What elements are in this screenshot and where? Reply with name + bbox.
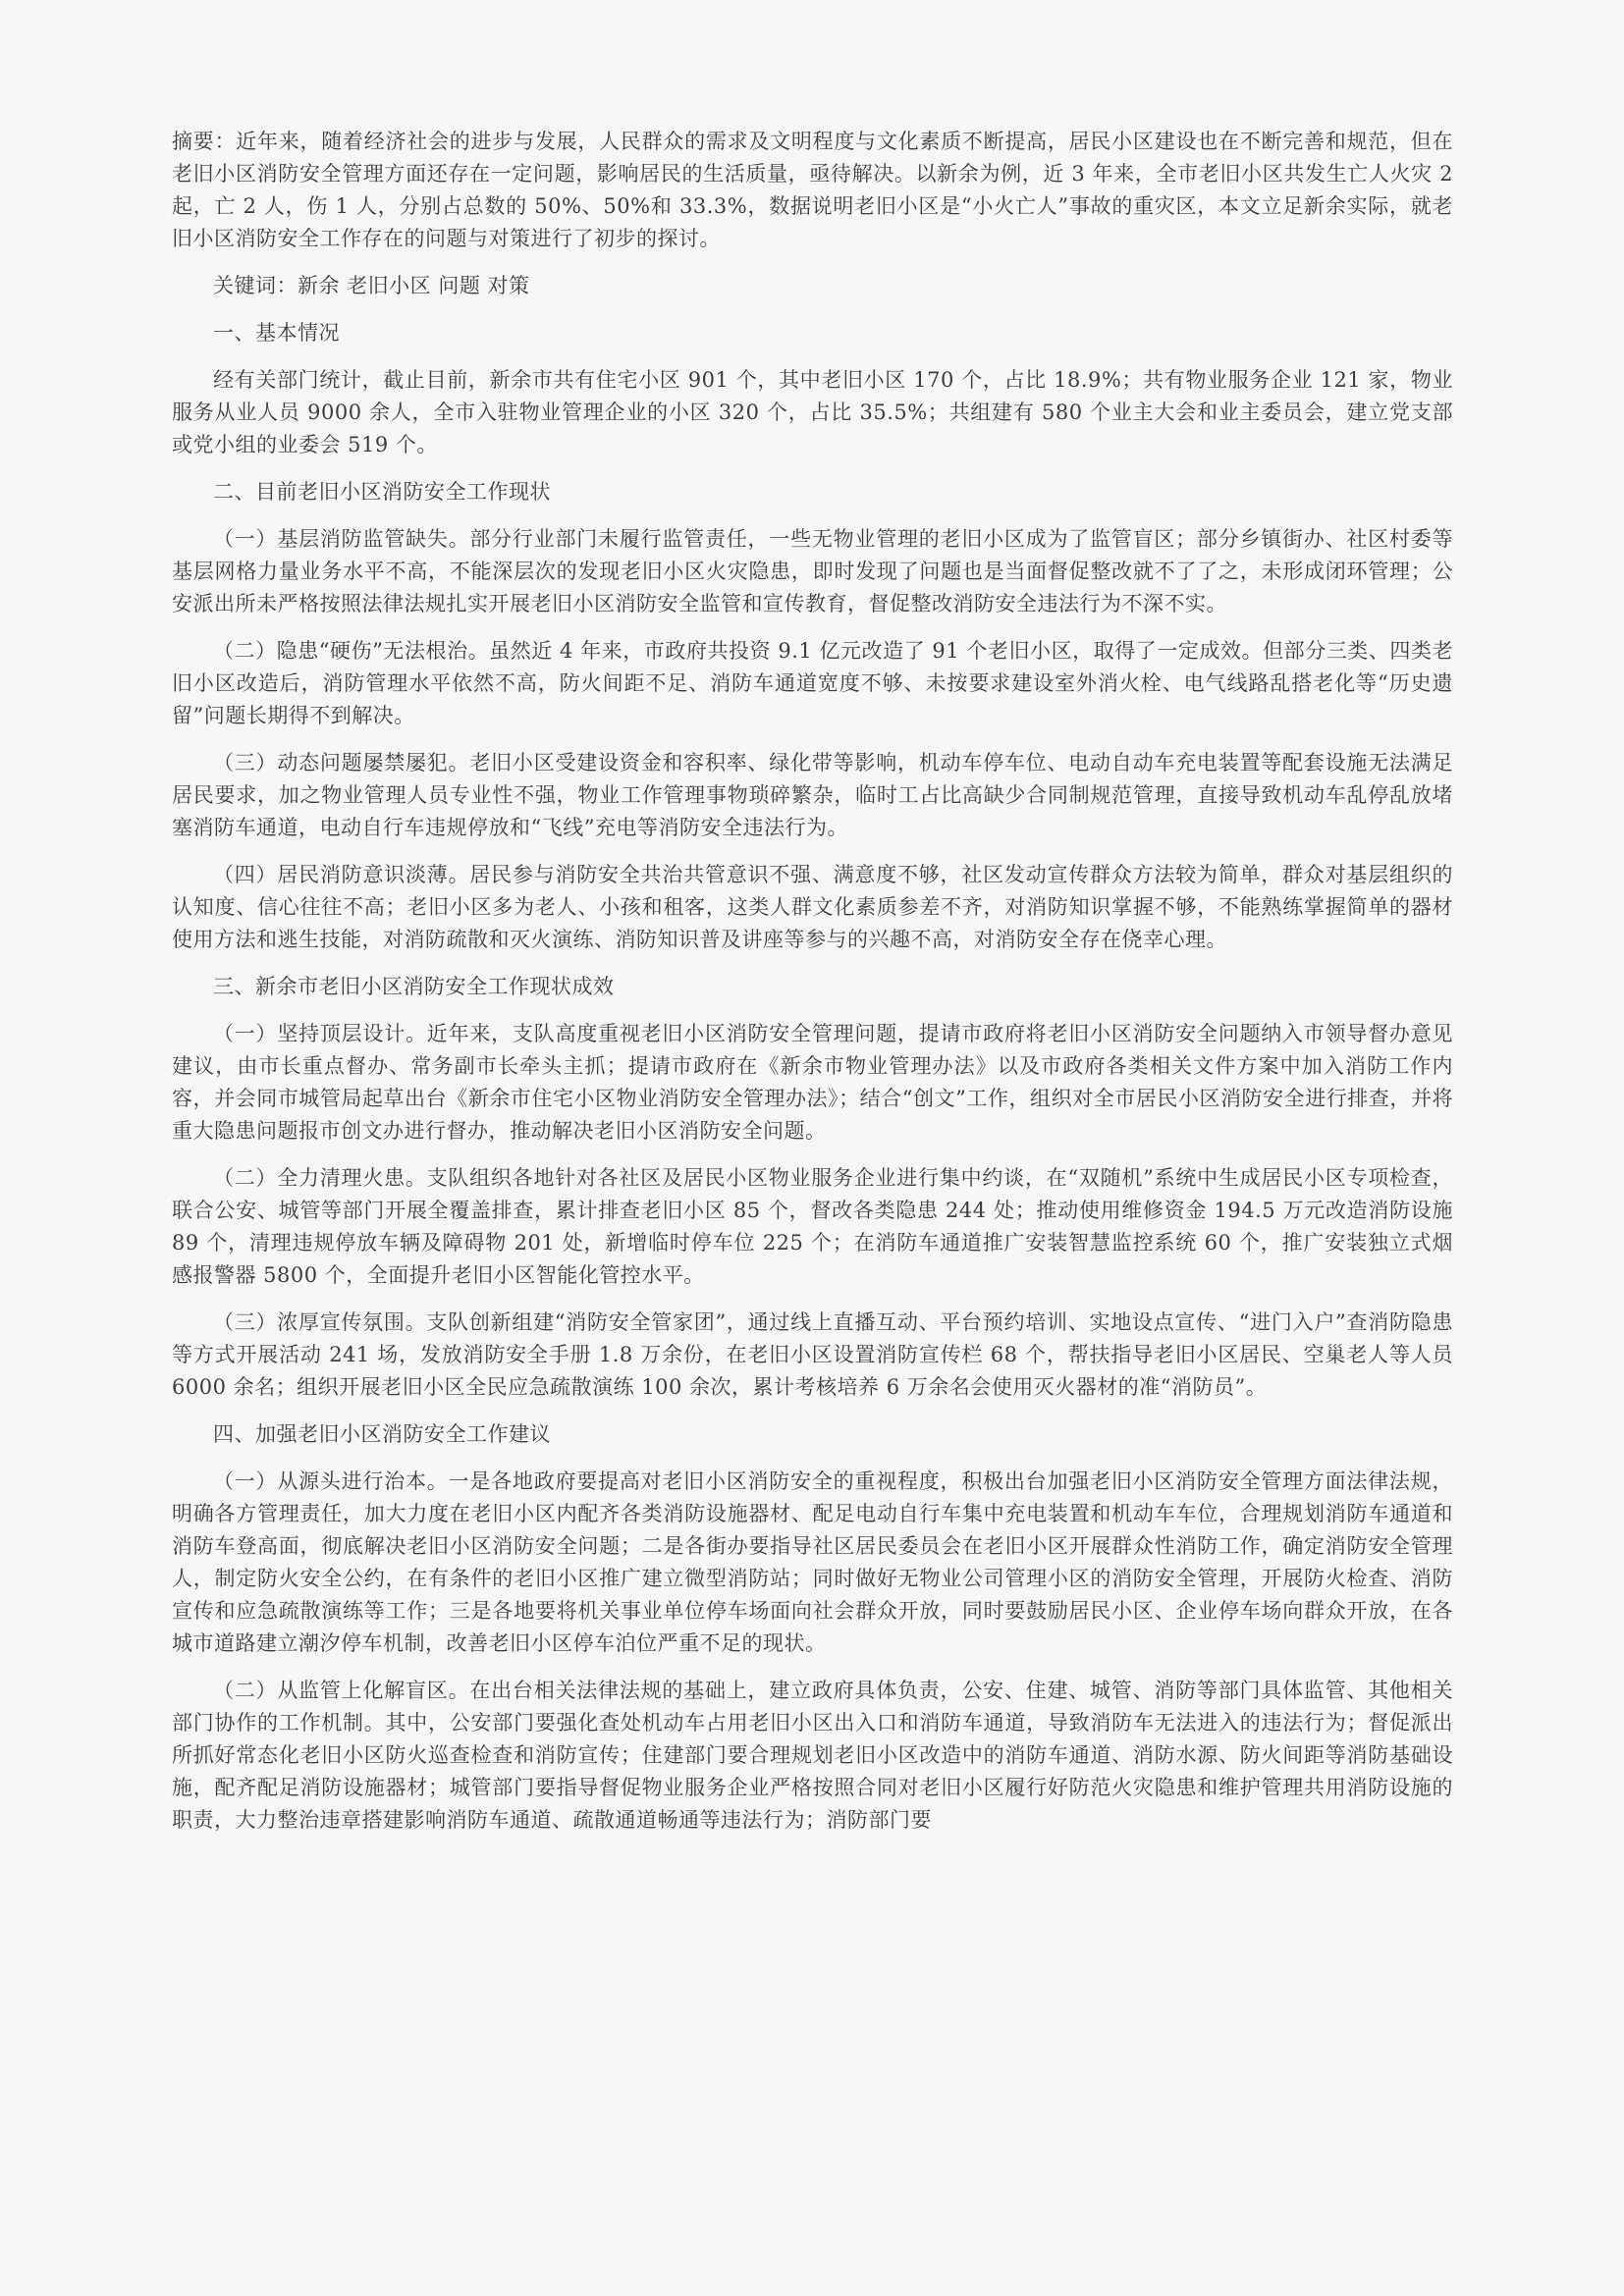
document-body xyxy=(172,126,1453,1837)
paragraph: （二）从监管上化解盲区。在出台相关法律法规的基础上，建立政府具体负责，公安、住建、城管、消防等部门具体监管、其他相关部门协作的工作机制。其中，公安部门要强化查处机动车占用老旧小区出入口和消防车通道，导致消防车无法进入的违法行为；督促派出所抓好常态化老旧小区防火巡查检查和消防宣传；住建部门要合理规划老旧小区改造中的消防车通道、消防水源、防火间距等消防基础设施，配齐配足消防设施器材；城管部门要指导督促物业服务企业严格按照合同对老旧小区履行好防范火灾隐患和维护管理共用消防设施的职责，大力整治违章搭建影响消防车通道、疏散通道畅通等违法行为；消防部门要 xyxy=(172,1679,1453,1832)
paragraph: 三、新余市老旧小区消防安全工作现状成效 xyxy=(213,975,615,998)
paragraph: （一）坚持顶层设计。近年来，支队高度重视老旧小区消防安全管理问题，提请市政府将老旧小区消防安全问题纳入市领导督办意见建议，由市长重点督办、常务副市长牵头主抓；提请市政府在《新余市物业管理办法》以及市政府各类相关文件方案中加入消防工作内容，并会同市城管局起草出台《新余市住宅小区物业消防安全管理办法》；结合“创文”工作，组织对全市居民小区消防安全进行排查，并将重大隐患问题报市创文办进行督办，推动解决老旧小区消防安全问题。 xyxy=(172,1022,1453,1143)
paragraph: （三）浓厚宣传氛围。支队创新组建“消防安全管家团”，通过线上直播互动、平台预约培训、实地设点宣传、“进门入户”查消防隐患等方式开展活动 241 场，发放消防安全手册 1.8 万余份，在老旧小区设置消防宣传栏 68 个，帮扶指导老旧小区居民、空巢老人等人员 6000 余名；组织开展老旧小区全民应急疏散演练 100 余次，累计考核培养 6 万余名会使用灭火器材的准“消防员”。 xyxy=(172,1310,1453,1399)
paragraph: （四）居民消防意识淡薄。居民参与消防安全共治共管意识不强、满意度不够，社区发动宣传群众方法较为简单，群众对基层组织的认知度、信心往往不高；老旧小区多为老人、小孩和租客，这类人群文化素质参差不齐，对消防知识掌握不够，不能熟练掌握简单的器材使用方法和逃生技能，对消防疏散和灭火演练、消防知识普及讲座等参与的兴趣不高，对消防安全存在侥幸心理。 xyxy=(172,863,1453,951)
paragraph: 一、基本情况 xyxy=(213,321,340,345)
paragraph: 二、目前老旧小区消防安全工作现状 xyxy=(213,480,551,504)
paragraph: （三）动态问题屡禁屡犯。老旧小区受建设资金和容积率、绿化带等影响，机动车停车位、电动自动车充电装置等配套设施无法满足居民要求，加之物业管理人员专业性不强，物业工作管理事物琐碎繁杂，临时工占比高缺少合同制规范管理，直接导致机动车乱停乱放堵塞消防车通道，电动自行车违规停放和“飞线”充电等消防安全违法行为。 xyxy=(172,751,1453,839)
paragraph: 摘要：近年来，随着经济社会的进步与发展，人民群众的需求及文明程度与文化素质不断提高，居民小区建设也在不断完善和规范，但在老旧小区消防安全管理方面还存在一定问题，影响居民的生活质量，亟待解决。以新余为例，近 3 年来，全市老旧小区共发生亡人火灾 2 起，亡 2 人，伤 1 人，分别占总数的 50%、50%和 33.3%，数据说明老旧小区是“小火亡人”事故的重灾区，本文立足新余实际，就老旧小区消防安全工作存在的问题与对策进行了初步的探讨。 xyxy=(172,130,1453,250)
paragraph: （二）隐患“硬伤”无法根治。虽然近 4 年来，市政府共投资 9.1 亿元改造了 91 个老旧小区，取得了一定成效。但部分三类、四类老旧小区改造后，消防管理水平依然不高，防火间距不足、消防车通道宽度不够、未按要求建设室外消火栓、电气线路乱搭老化等“历史遗留”问题长期得不到解决。 xyxy=(172,639,1453,727)
paragraph: （一）从源头进行治本。一是各地政府要提高对老旧小区消防安全的重视程度，积极出台加强老旧小区消防安全管理方面法律法规，明确各方管理责任，加大力度在老旧小区内配齐各类消防设施器材、配足电动自行车集中充电装置和机动车车位，合理规划消防车通道和消防车登高面，彻底解决老旧小区消防安全问题；二是各街办要指导社区居民委员会在老旧小区开展群众性消防工作，确定消防安全管理人，制定防火安全公约，在有条件的老旧小区推广建立微型消防站；同时做好无物业公司管理小区的消防安全管理，开展防火检查、消防宣传和应急疏散演练等工作；三是各地要将机关事业单位停车场面向社会群众开放，同时要鼓励居民小区、企业停车场向群众开放，在各城市道路建立潮汐停车机制，改善老旧小区停车泊位严重不足的现状。 xyxy=(172,1469,1453,1655)
paragraph: 四、加强老旧小区消防安全工作建议 xyxy=(213,1422,551,1446)
paragraph: （一）基层消防监管缺失。部分行业部门未履行监管责任，一些无物业管理的老旧小区成为了监管盲区；部分乡镇街办、社区村委等基层网格力量业务水平不高，不能深层次的发现老旧小区火灾隐患，即时发现了问题也是当面督促整改就不了了之，未形成闭环管理；公安派出所未严格按照法律法规扎实开展老旧小区消防安全监管和宣传教育，督促整改消防安全违法行为不深不实。 xyxy=(172,527,1453,615)
paragraph: 经有关部门统计，截止目前，新余市共有住宅小区 901 个，其中老旧小区 170 个，占比 18.9%；共有物业服务企业 121 家，物业服务从业人员 9000 余人，全市入驻物业管理企业的小区 320 个，占比 35.5%；共组建有 580 个业主大会和业主委员会，建立党支部或党小组的业委会 519 个。 xyxy=(172,368,1453,456)
paragraph: （二）全力清理火患。支队组织各地针对各社区及居民小区物业服务企业进行集中约谈，在“双随机”系统中生成居民小区专项检查，联合公安、城管等部门开展全覆盖排查，累计排查老旧小区 85 个，督改各类隐患 244 处；推动使用维修资金 194.5 万元改造消防设施 89 个，清理违规停放车辆及障碍物 201 处，新增临时停车位 225 个；在消防车通道推广安装智慧监控系统 60 个，推广安装独立式烟感报警器 5800 个，全面提升老旧小区智能化管控水平。 xyxy=(172,1166,1453,1287)
paragraph: 关键词：新余 老旧小区 问题 对策 xyxy=(213,274,530,297)
